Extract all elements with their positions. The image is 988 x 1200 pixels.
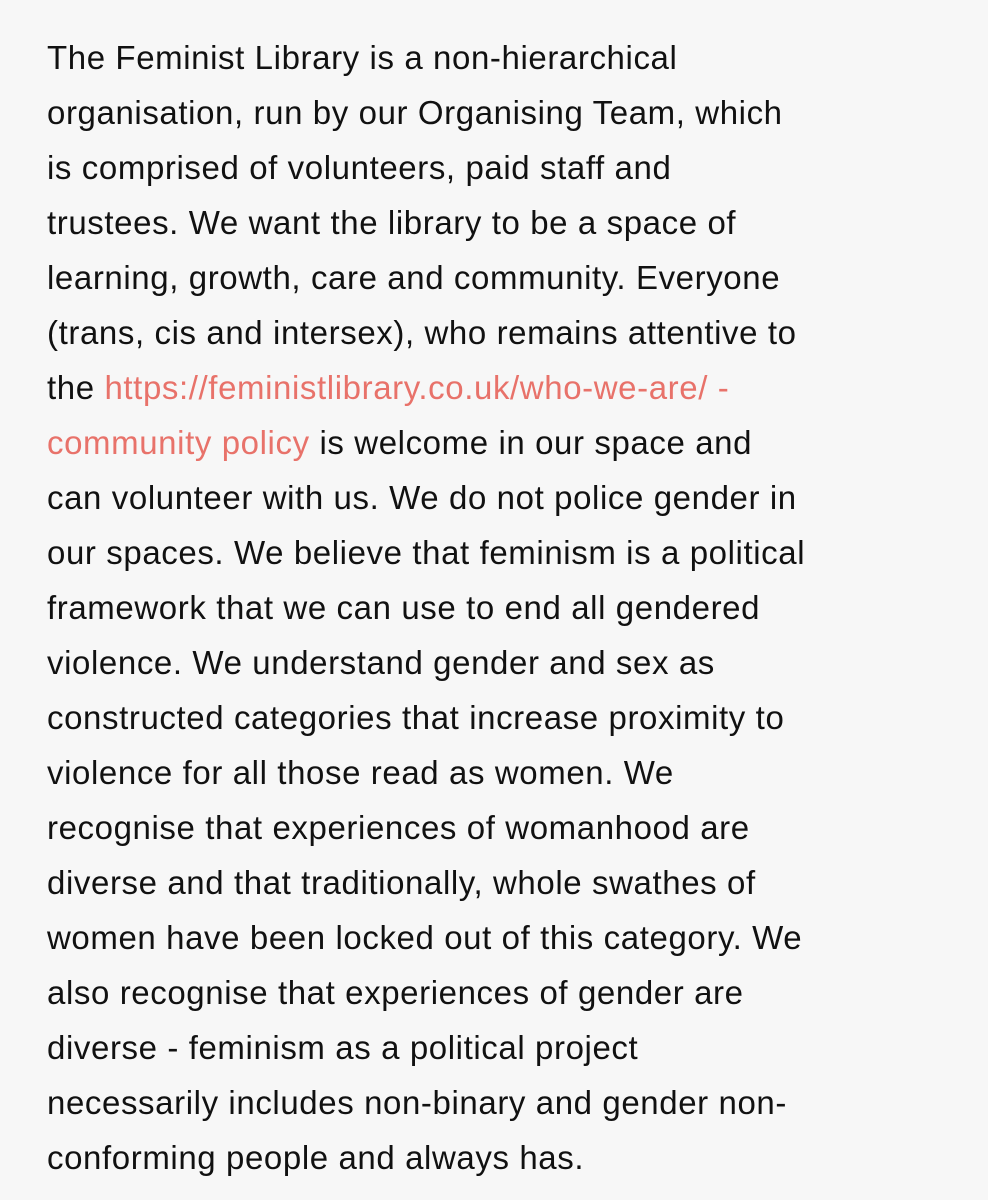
text-line-with-link <box>47 415 957 470</box>
text-line: trustees. We want the library to be a space of <box>47 204 737 241</box>
text-line: conforming people and always has. <box>47 1139 585 1176</box>
text-line: can volunteer with us. We do not police gender in <box>47 479 797 516</box>
text-line: diverse - feminism as a political project <box>47 1029 639 1066</box>
text-line: violence for all those read as women. We <box>47 754 674 791</box>
text-line-with-link <box>47 360 957 415</box>
text-line: (trans, cis and intersex), who remains attentive to <box>47 314 797 351</box>
text-line: learning, growth, care and community. Everyone <box>47 259 781 296</box>
text-line: framework that we can use to end all gendered <box>47 589 761 626</box>
text-line: violence. We understand gender and sex as <box>47 644 715 681</box>
text-line: organisation, run by our Organising Team, which <box>47 94 783 131</box>
community-policy-link-continued[interactable]: community policy <box>47 424 310 461</box>
text-line: is comprised of volunteers, paid staff and <box>47 149 672 186</box>
policy-paragraph <box>47 30 957 1185</box>
text-line: also recognise that experiences of gender are <box>47 974 744 1011</box>
text-line: constructed categories that increase proximity to <box>47 699 785 736</box>
text-line: The Feminist Library is a non-hierarchical <box>47 39 678 76</box>
text-line: necessarily includes non-binary and gender non- <box>47 1084 787 1121</box>
community-policy-link[interactable]: https://feministlibrary.co.uk/who-we-are/ - <box>104 369 730 406</box>
text-segment: is welcome in our space and <box>319 424 753 461</box>
text-line: recognise that experiences of womanhood are <box>47 809 750 846</box>
text-line: diverse and that traditionally, whole swathes of <box>47 864 756 901</box>
text-segment: the <box>47 369 105 406</box>
text-line: women have been locked out of this category. We <box>47 919 803 956</box>
text-line: our spaces. We believe that feminism is a political <box>47 534 806 571</box>
